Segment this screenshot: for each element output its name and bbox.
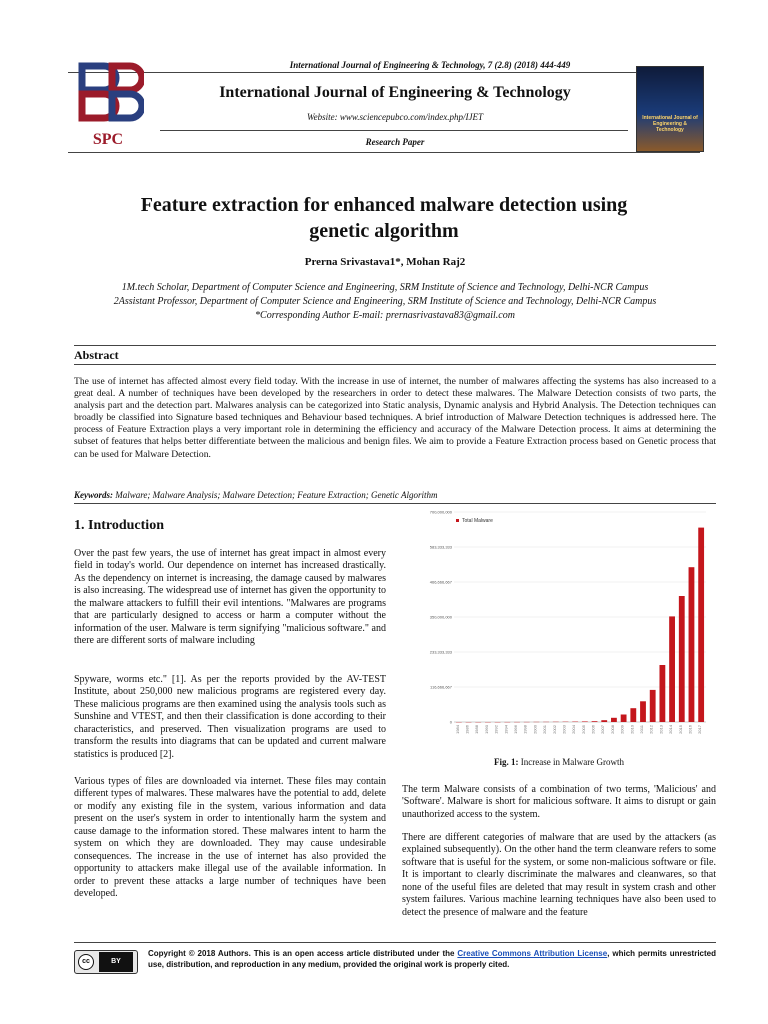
keywords-label: Keywords: — [74, 490, 113, 500]
chart-bar-2007 — [601, 720, 607, 722]
publisher-logo — [72, 62, 144, 152]
y-tick-label: 0 — [449, 719, 452, 725]
x-tick-label: 1994 — [503, 725, 509, 734]
x-tick-label: 2012 — [648, 725, 654, 734]
y-tick-label: 466,666,667 — [429, 579, 452, 585]
by-icon: BY — [99, 952, 133, 972]
x-tick-label: 1986 — [464, 725, 470, 734]
x-tick-label: 1998 — [522, 725, 528, 734]
x-tick-label: 1988 — [474, 725, 480, 734]
chart-bar-2011 — [640, 701, 646, 722]
chart-legend — [456, 518, 493, 524]
chart-gridlines — [454, 512, 706, 722]
x-tick-label: 1990 — [483, 725, 489, 734]
authors: Prerna Srivastava1*, Mohan Raj2 — [304, 256, 466, 268]
keywords-rule — [74, 503, 716, 504]
journal-name: International Journal of Engineering & Technology — [219, 84, 571, 101]
journal-cover-text: International Journal of Engineering & Technology — [642, 115, 698, 133]
x-tick-label: 2007 — [600, 725, 606, 734]
y-tick-label: 350,000,000 — [429, 614, 452, 620]
chart-bar-2012 — [650, 690, 656, 722]
right-paragraph-1: The term Malware consists of a combination of two terms, 'Malicious' and 'Software'. Malware is short for malicious software. It aims to disrupt or gain unauthorized access to the system. — [402, 784, 716, 820]
x-tick-label: 1992 — [493, 725, 499, 734]
y-tick-label: 116,666,667 — [430, 684, 452, 690]
journal-citation: International Journal of Engineering & Technology, 7 (2.8) (2018) 444-449 — [289, 60, 571, 70]
cc-by-license-badge[interactable] — [74, 950, 138, 974]
figure-caption-text: Increase in Malware Growth — [520, 757, 624, 767]
chart-bar-2015 — [679, 596, 685, 722]
y-tick-label: 233,333,333 — [429, 649, 452, 655]
x-tick-label: 2016 — [687, 725, 693, 734]
x-tick-label: 2015 — [677, 725, 683, 734]
copyright-text-1: Copyright © 2018 Authors. This is an open access article distributed under the — [148, 949, 458, 958]
header-bottom-rule — [68, 152, 700, 153]
x-tick-label: 2017 — [697, 725, 703, 734]
chart-bar-2016 — [689, 567, 695, 722]
intro-paragraph-2: Spyware, worms etc." [1]. As per the reports provided by the AV-TEST Institute, about 250,000 new malicious programs are registered every day. These malicious programs are then examined using the analysis tools such as Sunshine and VTEST, and then their classification is done according to their characteristics, and preserved. Then visualization programs are used to transform the results into diagrams that can be updated and current malware statistics is produced [2]. — [74, 674, 386, 760]
license-link[interactable]: Creative Commons Attribution License — [457, 949, 608, 958]
section-heading-introduction: 1. Introduction — [74, 518, 164, 533]
x-tick-label: 2009 — [619, 725, 625, 734]
y-tick-label: 583,333,333 — [429, 544, 452, 550]
x-tick-label: 2010 — [629, 725, 635, 734]
keywords-list: Malware; Malware Analysis; Malware Detection; Feature Extraction; Genetic Algorithm — [115, 490, 438, 500]
y-tick-label: 700,000,000 — [429, 509, 452, 515]
cc-icon: cc — [78, 954, 94, 970]
journal-website[interactable]: Website: www.sciencepubco.com/index.php/IJET — [307, 112, 483, 122]
x-tick-label: 2004 — [571, 725, 577, 734]
abstract-heading: Abstract — [74, 348, 119, 362]
chart-bar-2008 — [611, 718, 617, 722]
intro-paragraph-3: Various types of files are downloaded via internet. These files may contain different types of malwares. These malwares have the potential to add, delete or modify any existing file in the system, various information and data present on the user's system in order to intentionally harm the system and cause damage to the information stored. These malwares intent to harm the system on which they are downloaded. They may cause undesirable consequences. The increase in the use of internet has also provided the opportunity to attackers make illegal use of the available information. In order to prevent these attacks a large number of techniques have been developed. — [74, 776, 386, 900]
paper-title-line1: Feature extraction for enhanced malware detection using — [140, 194, 628, 216]
x-tick-label: 2003 — [561, 725, 567, 734]
chart-y-ticks — [430, 510, 453, 725]
legend-label: Total Malware — [462, 518, 493, 524]
copyright-text-2: , which permits unrestricted use, distribution, and reproduction in any medium, provided the original work is properly cited. — [148, 949, 716, 969]
x-tick-label: 2006 — [590, 725, 596, 734]
journal-cover-image — [636, 66, 704, 152]
x-tick-label: 2014 — [668, 725, 674, 734]
footer-rule — [74, 942, 716, 943]
figure-caption-label: Fig. 1: — [494, 757, 519, 767]
paper-title-line2: genetic algorithm — [309, 220, 459, 242]
paper-type: Research Paper — [365, 137, 425, 147]
x-tick-label: 2013 — [658, 725, 664, 734]
x-tick-label: 2002 — [551, 725, 557, 734]
chart-bar-2010 — [630, 708, 636, 722]
abstract-top-rule — [74, 345, 716, 346]
x-tick-label: 2011 — [639, 725, 644, 734]
x-tick-label: 2008 — [609, 725, 615, 734]
publisher-logo-text: SPC — [92, 131, 124, 148]
header-mid-rule — [160, 130, 628, 131]
corresponding-author: *Corresponding Author E-mail: prernasrivastava83@gmail.com — [255, 310, 515, 321]
abstract-text: The use of internet has affected almost every field today. With the increase in use of internet, the number of malwares affecting the systems has also increased to a great deal. A number of techniques have been developed by the researchers in order to detect these malwares. The Malware Detection consists of two parts, the analysis part and the detection part. Malwares analysis can be categorized into Static analysis, Dynamic analysis and Hybrid Analysis. The Detection techniques can broadly be classified into Signature based techniques and Behaviour based techniques. A brief introduction of Malware Detection techniques is addressed here. The process of Feature Extraction plays a very important role in determining the efficiency and accuracy of the Malware Detection process. It aims at determining the subset of features that helps better differentiate between the malicious and benign files. We aim to provide a Feature Extraction process based on Genetic process that can be used for Malware Detection. — [74, 376, 716, 460]
chart-bar-2005 — [582, 721, 588, 722]
keywords — [74, 490, 716, 500]
chart-bars — [456, 528, 704, 723]
paper-title — [90, 192, 678, 244]
affiliation-1: 1M.tech Scholar, Department of Computer Science and Engineering, SRM Institute of Science and Technology, Delhi-NCR Campus — [121, 282, 649, 293]
legend-swatch — [456, 519, 459, 522]
chart-bar-2006 — [592, 721, 598, 722]
abstract-heading-rule — [74, 364, 716, 365]
figure-caption — [402, 757, 716, 767]
right-paragraph-2: There are different categories of malware that are used by the attackers (as explained subsequently). On the other hand the term cleanware refers to some software that is useful for the system, or some non-malicious software or file. It is important to clearly discriminate the malwares and cleanwares, so that none of the useful files are deleted that may result in system crash and other system failures. Various machine learning techniques have also been used to detect the presence of malware and the feature — [402, 832, 716, 918]
affiliation-2: 2Assistant Professor, Department of Computer Science and Engineering, SRM Institute of Science and Technology, Delhi-NCR Campus — [113, 296, 657, 307]
x-tick-label: 1984 — [454, 725, 460, 734]
x-tick-label: 2001 — [542, 725, 548, 734]
chart-bar-2013 — [659, 665, 665, 722]
malware-growth-chart — [420, 506, 710, 742]
chart-bar-2017 — [698, 528, 704, 722]
copyright-notice — [148, 948, 716, 970]
chart-bar-2009 — [621, 715, 627, 723]
chart-x-ticks — [455, 724, 702, 734]
x-tick-label: 2000 — [532, 725, 538, 734]
x-tick-label: 2005 — [580, 725, 586, 734]
chart-bar-2014 — [669, 616, 675, 722]
intro-paragraph-1: Over the past few years, the use of internet has great impact in almost every field in today's world. Our dependence on internet has increased drastically. As the dependency on internet is increasing, the damage caused by malwares is also increasing. The widespread use of internet has given the opportunity to the malware attackers to fulfill their evil intentions. "Malwares are programs that are particularly designed to access or harm a computer without the information of the user. Malware is term signifying "malicious software." and there are different sorts of malware including — [74, 548, 386, 647]
header-top-rule — [68, 72, 700, 73]
x-tick-label: 1996 — [513, 725, 518, 734]
